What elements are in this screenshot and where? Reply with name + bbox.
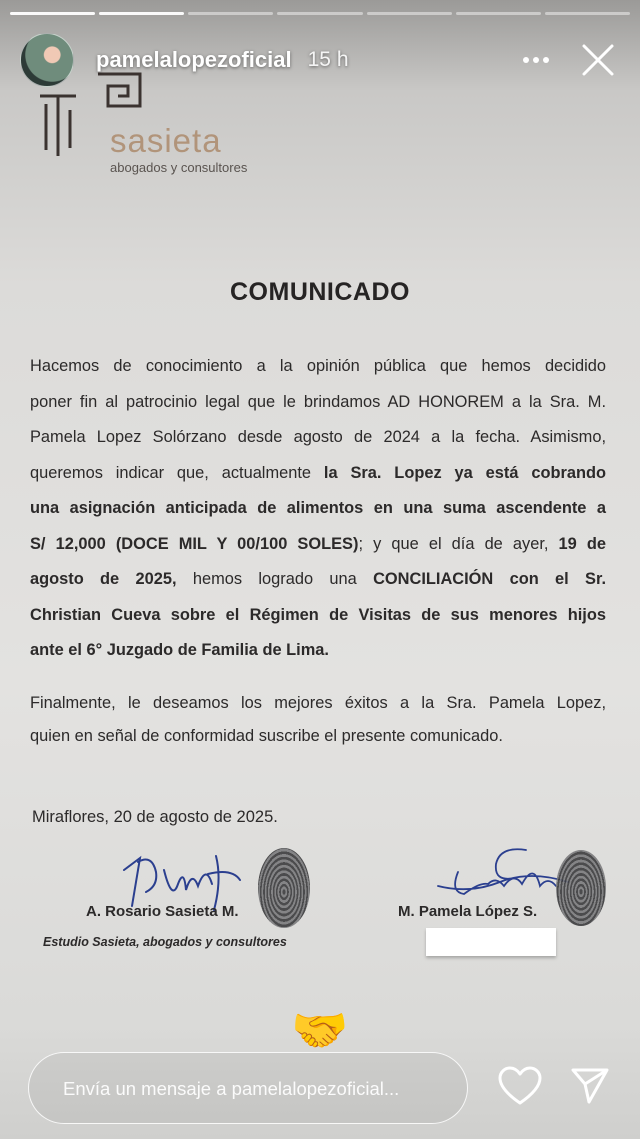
letter-text: queremos indicar que, actualmente [30,463,324,482]
letter-line [30,562,606,596]
letter-line [30,719,606,753]
message-input[interactable] [61,1053,455,1125]
letter-line [30,598,606,632]
letter-text: poner fin al patrocinio legal que le brindamos AD HONOREM a la Sra. M. [30,392,606,411]
letter-text: 19 de [558,534,606,553]
story-progress-bar [10,12,630,15]
username[interactable]: pamelalopezoficial [96,47,292,72]
letter-text: CONCILIACIÓN con el Sr. [373,570,606,588]
progress-segment [367,12,452,15]
letter-line [30,633,606,667]
letter-line [30,349,606,383]
signatory-right: M. Pamela López S. [398,903,538,920]
brand-tagline: abogados y consultores [110,160,248,175]
send-icon[interactable] [570,1066,614,1110]
letter-text: Hacemos de conocimiento a la opinión pública que hemos decidido [30,357,606,375]
thumbprint-left [258,848,310,928]
message-field-wrapper[interactable] [28,1052,468,1124]
letter-line [30,686,606,720]
progress-segment [456,12,541,15]
story-reply-bar [0,1040,640,1139]
letter-text: la Sra. Lopez ya está cobrando [323,463,606,482]
letter-text: ; y que el día de ayer, [358,534,559,553]
letter-title: COMUNICADO [230,278,410,306]
progress-segment [10,12,95,15]
letter-line [30,527,606,561]
letter-text: quien en señal de conformidad suscribe el presente comunicado. [30,727,503,745]
letter-line [30,491,606,525]
avatar[interactable] [20,33,74,87]
close-icon[interactable] [576,38,620,82]
progress-segment [277,12,362,15]
letter-text: Finalmente, le deseamos los mejores éxitos a la Sra. Pamela Lopez, [30,694,606,712]
letter-text: hemos logrado una [192,570,374,588]
progress-segment [545,12,630,15]
letter-text: agosto de 2025, [30,570,193,588]
redaction-box [426,928,556,956]
firm-name: Estudio Sasieta, abogados y consultores [43,935,287,949]
more-dots-icon[interactable] [516,40,556,80]
story-header [20,30,620,90]
letter-line [30,456,606,490]
letter-text: ante el 6° Juzgado de Familia de Lima. [30,641,329,659]
heart-icon[interactable] [498,1066,542,1110]
brand-name: sasieta [110,122,222,159]
progress-segment [99,12,184,15]
handshake-sticker: 🤝 [291,1004,349,1056]
letter-date: Miraflores, 20 de agosto de 2025. [32,808,278,826]
letter-text: Pamela Lopez Solórzano desde agosto de 2024 a la fecha. Asimismo, [30,428,606,446]
progress-segment [188,12,273,15]
letter-line [30,420,606,454]
letter-text: una asignación anticipada de alimentos en una suma ascendente a [30,499,606,517]
signatory-left: A. Rosario Sasieta M. [86,903,239,920]
timestamp: 15 h [307,48,349,71]
letter-line [30,385,606,419]
letter-text: Christian Cueva sobre el Régimen de Visitas de sus menores hijos [30,605,606,624]
thumbprint-right [556,850,606,926]
letter-text: S/ 12,000 (DOCE MIL Y 00/100 SOLES) [30,534,359,553]
